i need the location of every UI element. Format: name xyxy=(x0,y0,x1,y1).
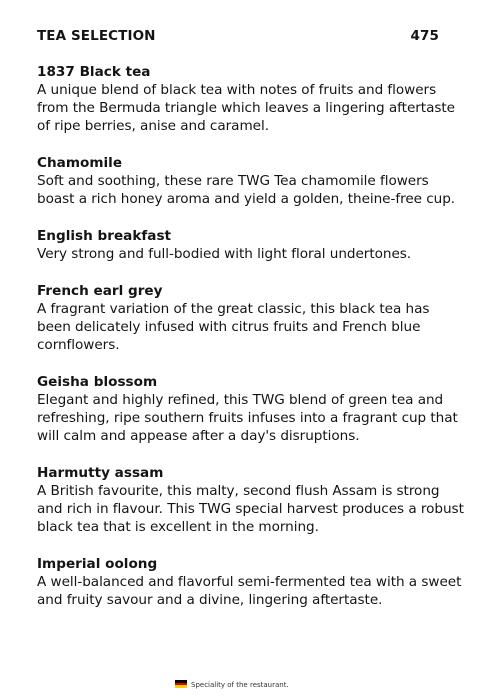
tea-list xyxy=(37,63,467,628)
tea-description: Very strong and full-bodied with light floral undertones. xyxy=(37,246,412,262)
tea-item xyxy=(37,154,467,208)
section-title: TEA SELECTION xyxy=(37,28,156,44)
tea-name: English breakfast xyxy=(37,228,172,244)
tea-name: Chamomile xyxy=(37,155,123,171)
tea-item xyxy=(37,63,467,135)
tea-item xyxy=(37,227,467,263)
tea-item xyxy=(37,373,467,445)
tea-name: French earl grey xyxy=(37,283,163,299)
tea-item xyxy=(37,464,467,536)
tea-description: Soft and soothing, these rare TWG Tea chamomile flowers boast a rich honey aroma and yield a golden, theine-free cup. xyxy=(37,173,456,207)
german-flag-icon xyxy=(175,680,187,688)
tea-name: Geisha blossom xyxy=(37,374,158,390)
tea-description: A well-balanced and flavorful semi-fermented tea with a sweet and fruity savour and a divine, lingering aftertaste. xyxy=(37,574,462,608)
tea-description: A fragrant variation of the great classic, this black tea has been delicately infused with citrus fruits and French blue cornflowers. xyxy=(37,301,430,353)
tea-item xyxy=(37,282,467,354)
footer-note xyxy=(175,679,289,691)
tea-description: A unique blend of black tea with notes of fruits and flowers from the Bermuda triangle which leaves a lingering aftertaste of ripe berries, anise and caramel. xyxy=(37,82,455,134)
flag-stripe xyxy=(175,685,187,688)
page-header xyxy=(37,28,439,48)
page-number: 475 xyxy=(410,28,439,44)
tea-description: Elegant and highly refined, this TWG blend of green tea and refreshing, ripe southern fruits infuses into a fragrant cup that will calm and appease after a day's disruptions. xyxy=(37,392,458,444)
tea-name: Imperial oolong xyxy=(37,556,158,572)
tea-description: A British favourite, this malty, second flush Assam is strong and rich in flavour. This TWG special harvest produces a robust black tea that is excellent in the morning. xyxy=(37,483,464,535)
tea-name: Harmutty assam xyxy=(37,465,164,481)
tea-item xyxy=(37,555,467,609)
speciality-note: Speciality of the restaurant. xyxy=(191,681,289,689)
tea-name: 1837 Black tea xyxy=(37,64,151,80)
